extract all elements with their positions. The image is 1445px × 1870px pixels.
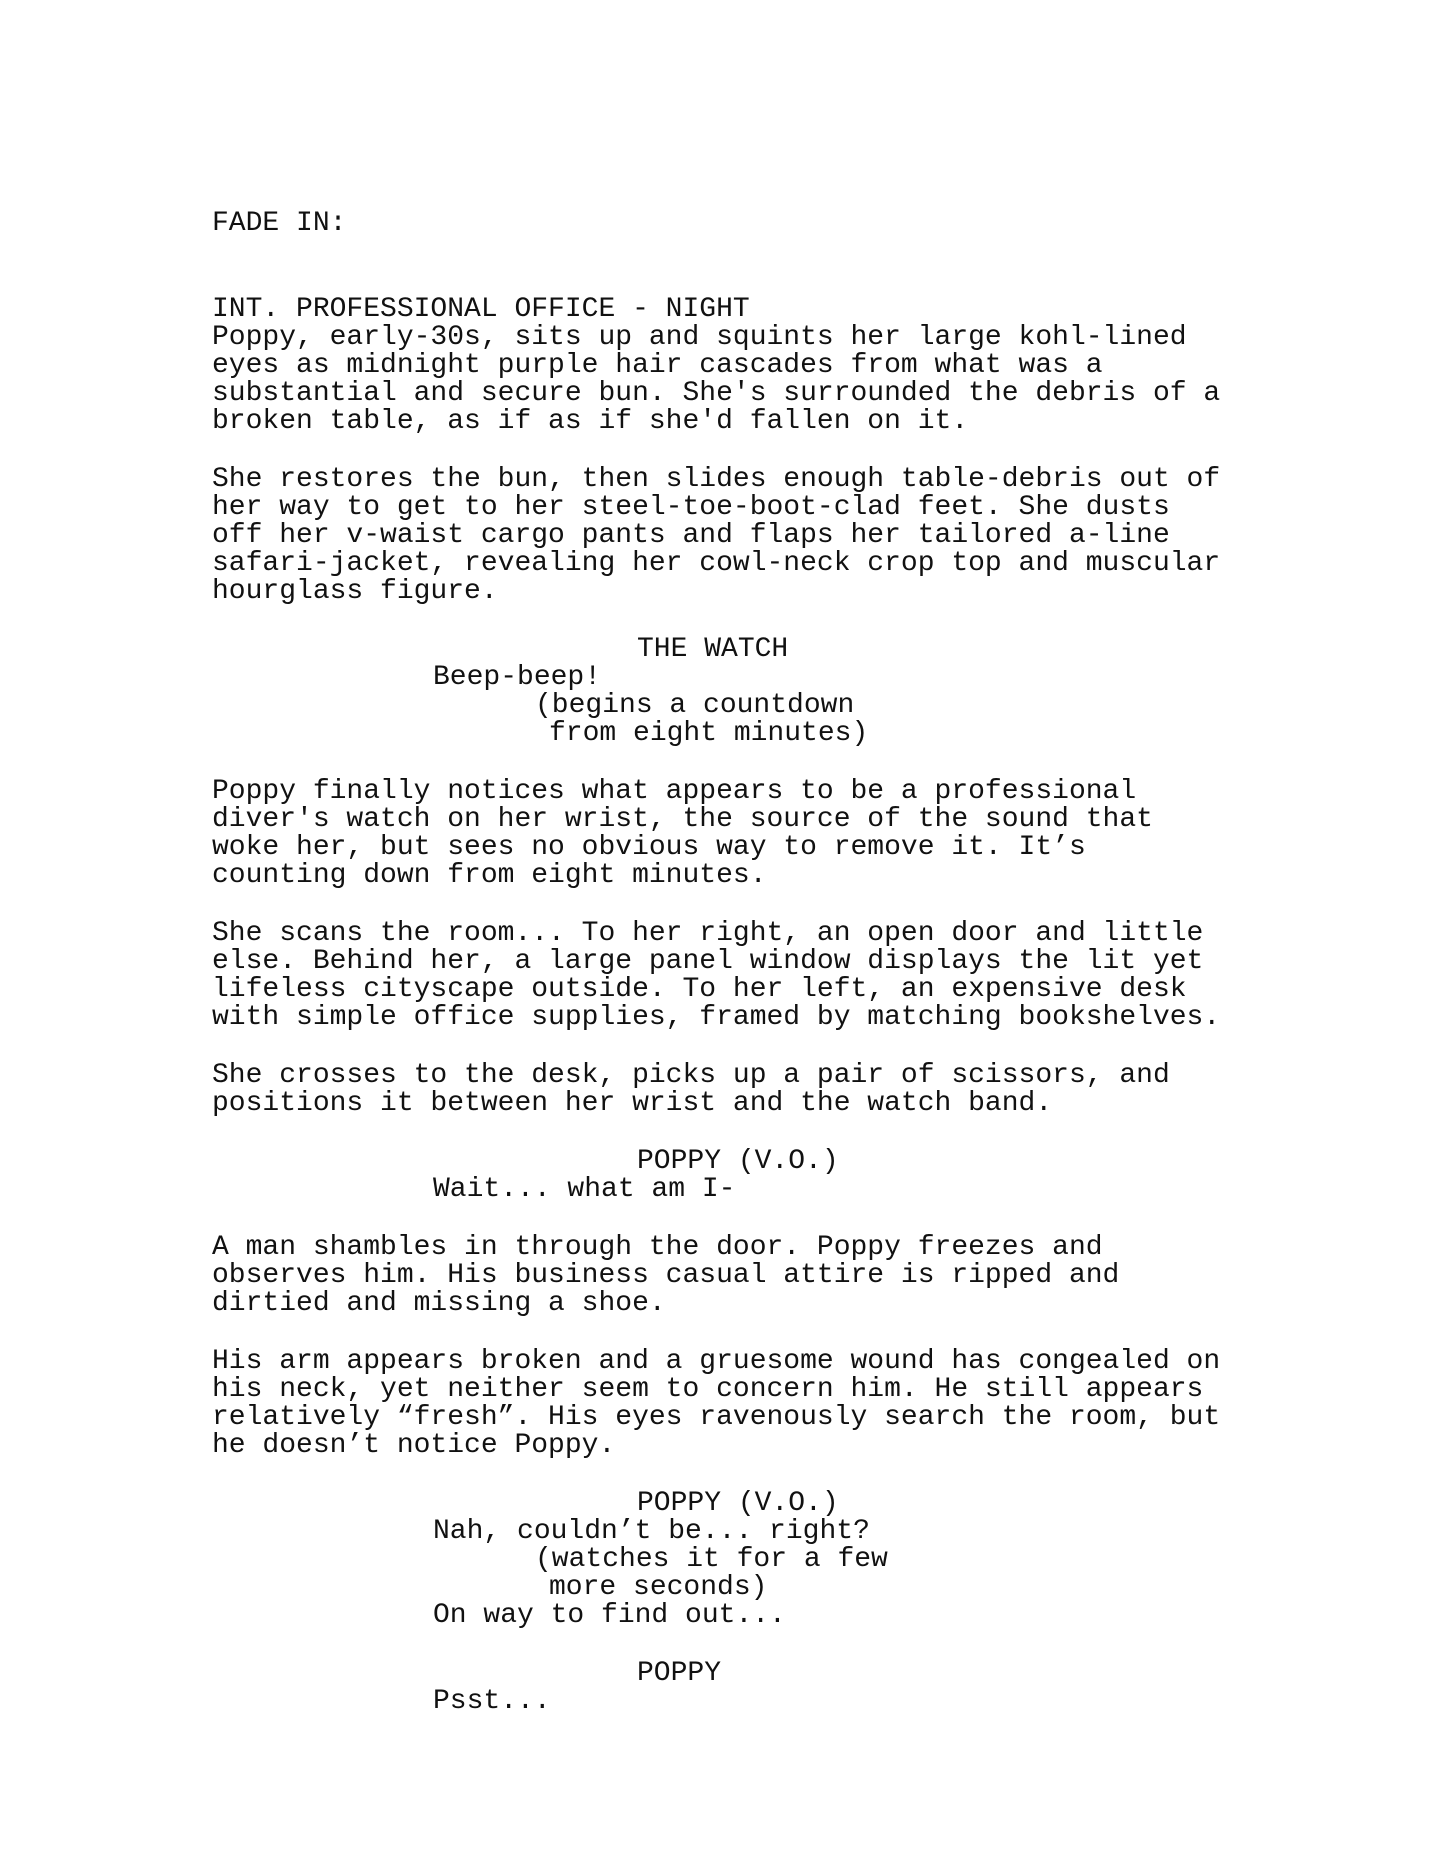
parenthetical-line: (begins a countdown: [535, 690, 855, 721]
action-line: His arm appears broken and a gruesome wound has congealed on: [212, 1346, 1221, 1377]
action-line: hourglass figure.: [212, 576, 498, 607]
action-line: dirtied and missing a shoe.: [212, 1288, 666, 1319]
action-line: relatively “fresh”. His eyes ravenously search the room, but: [212, 1402, 1221, 1433]
parenthetical-line: more seconds): [549, 1572, 768, 1603]
action-line: else. Behind her, a large panel window displays the lit yet: [212, 946, 1204, 977]
action-line: her way to get to her steel-toe-boot-clad feet. She dusts: [212, 492, 1170, 523]
action-line: diver's watch on her wrist, the source of the sound that: [212, 804, 1153, 835]
action-line: lifeless cityscape outside. To her left, an expensive desk: [212, 974, 1187, 1005]
action-line: his neck, yet neither seem to concern him. He still appears: [212, 1374, 1204, 1405]
action-line: She crosses to the desk, picks up a pair of scissors, and: [212, 1060, 1170, 1091]
character-name: POPPY (V.O.): [637, 1488, 839, 1519]
action-line: woke her, but sees no obvious way to remove it. It’s: [212, 832, 1086, 863]
transition: FADE IN:: [212, 208, 347, 239]
dialogue-line: Nah, couldn’t be... right?: [433, 1516, 870, 1547]
action-line: Poppy, early-30s, sits up and squints her large kohl-lined: [212, 322, 1187, 353]
dialogue-line: Psst...: [433, 1686, 551, 1717]
action-line: She restores the bun, then slides enough table-debris out of: [212, 464, 1221, 495]
dialogue-line: On way to find out...: [433, 1600, 786, 1631]
action-line: counting down from eight minutes.: [212, 860, 767, 891]
action-line: A man shambles in through the door. Poppy freezes and: [212, 1232, 1103, 1263]
action-line: observes him. His business casual attire is ripped and: [212, 1260, 1120, 1291]
action-line: broken table, as if as if she'd fallen on it.: [212, 406, 969, 437]
parenthetical-line: from eight minutes): [549, 718, 869, 749]
scene-heading: INT. PROFESSIONAL OFFICE - NIGHT: [212, 294, 750, 325]
action-line: positions it between her wrist and the watch band.: [212, 1088, 1053, 1119]
action-line: with simple office supplies, framed by matching bookshelves.: [212, 1002, 1221, 1033]
parenthetical-line: (watches it for a few: [535, 1544, 888, 1575]
action-line: She scans the room... To her right, an open door and little: [212, 918, 1204, 949]
action-line: off her v-waist cargo pants and flaps her tailored a-line: [212, 520, 1170, 551]
character-name: POPPY: [637, 1658, 722, 1689]
action-line: eyes as midnight purple hair cascades from what was a: [212, 350, 1103, 381]
character-name: THE WATCH: [637, 634, 789, 665]
action-line: he doesn’t notice Poppy.: [212, 1430, 616, 1461]
character-name: POPPY (V.O.): [637, 1146, 839, 1177]
dialogue-line: Beep-beep!: [433, 662, 602, 693]
action-line: Poppy finally notices what appears to be a professional: [212, 776, 1137, 807]
action-line: substantial and secure bun. She's surrounded the debris of a: [212, 378, 1221, 409]
dialogue-line: Wait... what am I-: [433, 1174, 736, 1205]
action-line: safari-jacket, revealing her cowl-neck crop top and muscular: [212, 548, 1221, 579]
